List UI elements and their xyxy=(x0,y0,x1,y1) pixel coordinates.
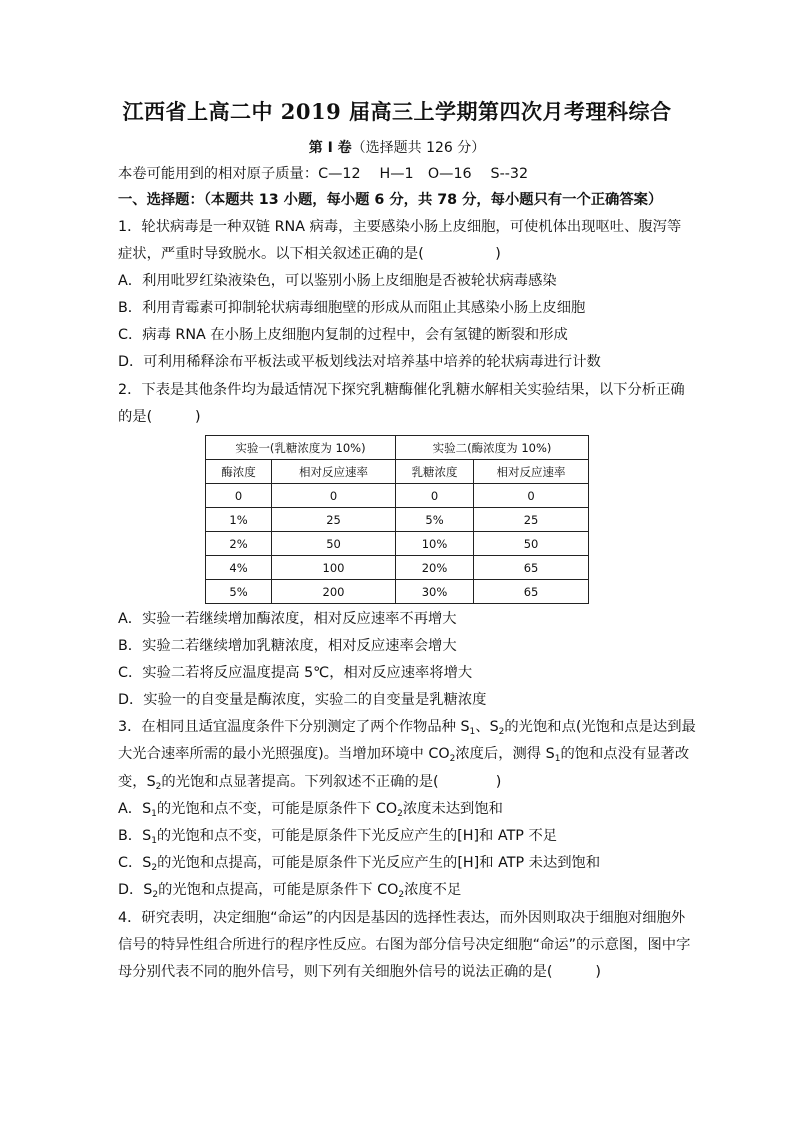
table-cell: 25 xyxy=(474,508,589,532)
q2-option-a: A．实验一若继续增加酶浓度，相对反应速率不再增大 xyxy=(118,611,457,627)
table-cell: 65 xyxy=(474,556,589,580)
table-cell: 30% xyxy=(396,580,474,604)
q3-option-a: A．$S_1$的光饱和点不变，可能是原条件下 $CO_2$浓度未达到饱和 xyxy=(118,801,503,819)
table-cell: 1% xyxy=(206,508,272,532)
q3-option-d: D．$S_2$的光饱和点提高，可能是原条件下 $CO_2$浓度不足 xyxy=(118,882,462,900)
table-cell: 100 xyxy=(272,556,396,580)
q4-stem-line-2: 信号的特异性组合所进行的程序性反应。右图为部分信号决定细胞“命运”的示意图，图中字 xyxy=(118,937,691,953)
table-row xyxy=(206,532,589,556)
q3-stem-line-2: 大光合速率所需的最小光照强度)。当增加环境中 $CO_2$浓度后，测得 $S_1$的饱和点没有显著改 xyxy=(118,746,690,764)
table-row xyxy=(206,556,589,580)
volume-label: 第 I 卷 xyxy=(308,140,352,156)
part1-heading: 一、选择题：（本题共 13 小题，每小题 6 分，共 78 分，每小题只有一个正确答案） xyxy=(118,192,663,208)
q4-stem-line-3: 母分别代表不同的胞外信号，则下列有关细胞外信号的说法正确的是( ) xyxy=(118,964,601,980)
q1-option-d: D．可利用稀释涂布平板法或平板划线法对培养基中培养的轮状病毒进行计数 xyxy=(118,354,601,370)
table-group-header-row xyxy=(206,436,589,460)
col-header: 相对反应速率 xyxy=(272,460,396,484)
table-cell: 2% xyxy=(206,532,272,556)
q1-option-a: A．利用吡罗红染液染色，可以鉴别小肠上皮细胞是否被轮状病毒感染 xyxy=(118,273,557,289)
q3-option-b: B．$S_1$的光饱和点不变，可能是原条件下光反应产生的[H]和 ATP 不足 xyxy=(118,828,558,846)
table-cell: 10% xyxy=(396,532,474,556)
table-cell: 4% xyxy=(206,556,272,580)
q3-stem-line-3: 变，$S_2$的光饱和点显著提高。下列叙述不正确的是( ) xyxy=(118,774,502,792)
table-cell: 25 xyxy=(272,508,396,532)
table-row xyxy=(206,508,589,532)
table-cell: 5% xyxy=(396,508,474,532)
q2-option-b: B．实验二若继续增加乳糖浓度，相对反应速率会增大 xyxy=(118,638,457,654)
table-cell: 200 xyxy=(272,580,396,604)
q1-option-b: B．利用青霉素可抑制轮状病毒细胞壁的形成从而阻止其感染小肠上皮细胞 xyxy=(118,300,586,316)
q2-option-d: D．实验一的自变量是酶浓度，实验二的自变量是乳糖浓度 xyxy=(118,692,487,708)
q3-option-c: C．$S_2$的光饱和点提高，可能是原条件下光反应产生的[H]和 ATP 未达到饱和 xyxy=(118,855,601,873)
q1-option-c: C．病毒 RNA 在小肠上皮细胞内复制的过程中，会有氢键的断裂和形成 xyxy=(118,327,568,343)
q2-option-c: C．实验二若将反应温度提高 5℃，相对反应速率将增大 xyxy=(118,665,473,681)
table-cell: 65 xyxy=(474,580,589,604)
col-header: 乳糖浓度 xyxy=(396,460,474,484)
volume-note: （选择题共 126 分） xyxy=(351,140,486,156)
exp2-header: 实验二(酶浓度为 10%) xyxy=(396,436,589,460)
table-row xyxy=(206,484,589,508)
q1-stem-line-1: 1．轮状病毒是一种双链 RNA 病毒，主要感染小肠上皮细胞，可使机体出现呕吐、腹泻等 xyxy=(118,219,682,235)
table-cell: 5% xyxy=(206,580,272,604)
table-cell: 50 xyxy=(474,532,589,556)
section-heading xyxy=(0,137,794,157)
q1-stem-line-2: 症状，严重时导致脱水。以下相关叙述正确的是( ) xyxy=(118,246,501,262)
q2-stem-line-1: 2．下表是其他条件均为最适情况下探究乳糖酶催化乳糖水解相关实验结果，以下分析正确 xyxy=(118,382,685,398)
col-header: 酶浓度 xyxy=(206,460,272,484)
table-cell: 0 xyxy=(396,484,474,508)
table-cell: 0 xyxy=(206,484,272,508)
exp1-header: 实验一(乳糖浓度为 10%) xyxy=(206,436,396,460)
experiment-table xyxy=(205,435,589,604)
exam-title: 江西省上高二中 2019 届高三上学期第四次月考理科综合 xyxy=(122,99,672,124)
table-cell: 50 xyxy=(272,532,396,556)
table-cell: 0 xyxy=(272,484,396,508)
q2-stem-line-2: 的是( ) xyxy=(118,409,201,425)
q3-stem-line-1: 3．在相同且适宜温度条件下分别测定了两个作物品种 $S_1$、$S_2$的光饱和点(光饱和点是达到最 xyxy=(118,719,696,737)
table-row xyxy=(206,580,589,604)
table-column-header-row xyxy=(206,460,589,484)
table-cell: 20% xyxy=(396,556,474,580)
col-header: 相对反应速率 xyxy=(474,460,589,484)
atomic-masses-line: 本卷可能用到的相对原子质量：C—12 H—1 O—16 S--32 xyxy=(118,166,529,182)
table-cell: 0 xyxy=(474,484,589,508)
q4-stem-line-1: 4．研究表明，决定细胞“命运”的内因是基因的选择性表达，而外因则取决于细胞对细胞外 xyxy=(118,910,686,926)
